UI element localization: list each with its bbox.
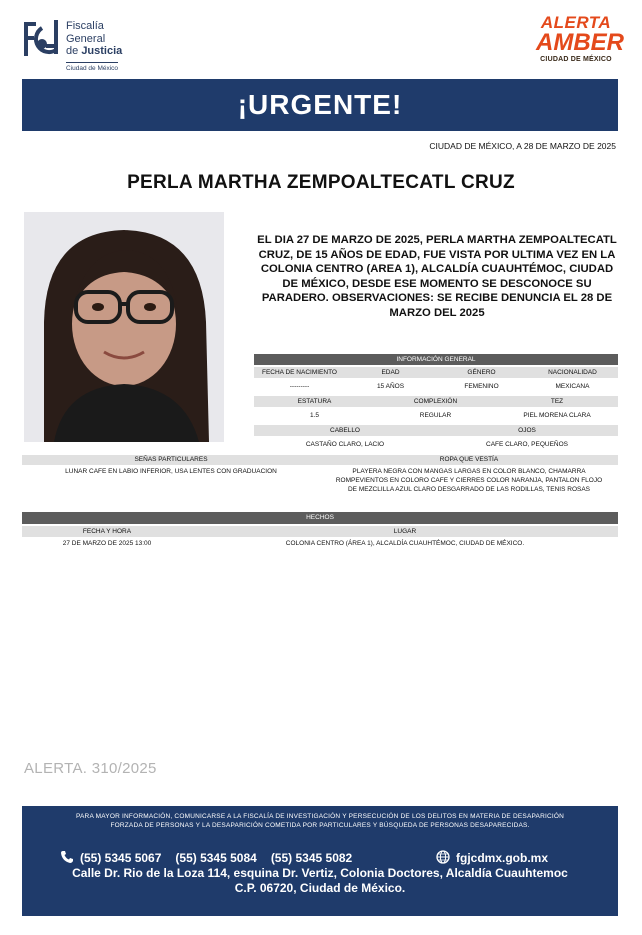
label-distinguishing-marks: SEÑAS PARTICULARES — [134, 456, 208, 463]
label-place: LUGAR — [393, 528, 417, 535]
value-place: COLONIA CENTRO (ÁREA 1), ALCALDÍA CUAUHTÉMOC, CIUDAD DE MÉXICO. — [285, 540, 525, 547]
phone-numbers — [60, 850, 366, 865]
info-labels-row-3 — [254, 425, 618, 436]
alerta-amber-logo — [536, 13, 624, 80]
fgj-logo-text — [66, 20, 176, 58]
value-eyes: CAFE CLARO, PEQUEÑOS — [486, 441, 568, 448]
logo-line-2: General — [66, 32, 106, 45]
label-eyes: OJOS — [518, 427, 536, 434]
phone-icon — [60, 850, 74, 864]
website — [436, 850, 548, 865]
address-line-1: Calle Dr. Rio de la Loza 114, esquina Dr. Vertiz, Colonia Doctores, Alcaldía Cuauhtemoc — [72, 866, 568, 880]
info-values-row-2 — [254, 410, 618, 422]
value-date-time: 27 DE MARZO DE 2025 13:00 — [62, 540, 152, 547]
label-build: COMPLEXIÓN — [413, 398, 458, 405]
footer-info-line-1: PARA MAYOR INFORMACIÓN, COMUNICARSE A LA FISCALÍA DE INVESTIGACIÓN Y PERSECUCIÓN DE LOS DELITOS EN MATERIA DE DESAPARICIÓN — [75, 813, 565, 820]
person-photo — [24, 212, 224, 442]
info-labels-row-1 — [254, 367, 618, 378]
address-line-2: C.P. 06720, Ciudad de México. — [234, 881, 406, 895]
amber-line-3: CIUDAD DE MÉXICO — [540, 56, 612, 63]
case-narrative: EL DIA 27 DE MARZO DE 2025, PERLA MARTHA ZEMPOALTECATL CRUZ, DE 15 AÑOS DE EDAD, FUE VISTA POR ULTIMA VEZ EN LA COLONIA CENTRO (AREA 1), ALCALDÍA CUAUHTÉMOC, CIUDAD DE MÉXICO, DESDE ESE MOMENTO SE DESCONOCE SU PARADERO. OBSERVACIONES: SE RECIBE DENUNCIA EL 28 DE MARZO DEL 2025 — [257, 234, 617, 319]
value-build: REGULAR — [419, 412, 452, 419]
label-clothing: ROPA QUE VESTÍA — [439, 456, 499, 463]
clothing-line-1: PLAYERA NEGRA CON MANGAS LARGAS EN COLOR BLANCO, CHAMARRA — [352, 468, 586, 475]
logo-line-3 — [66, 45, 176, 58]
value-clothing — [320, 467, 618, 494]
footer-info-line-2: FORZADA DE PERSONAS Y LA DESAPARICIÓN COMETIDA POR PARTICULARES Y BÚSQUEDA DE PERSONAS DESAPARECIDAS. — [110, 822, 530, 829]
logo-subtitle: Ciudad de México — [66, 62, 118, 72]
label-age: EDAD — [381, 369, 400, 376]
clothing-line-2: ROMPEVIENTOS EN COLORO CAFE Y CIERRES COLOR NARANJA, PANTALON FLOJO — [335, 477, 603, 484]
hechos-header: HECHOS — [22, 512, 618, 524]
label-hair: CABELLO — [330, 427, 360, 434]
alert-number: ALERTA. 310/2025 — [24, 760, 157, 777]
urgent-banner: ¡URGENTE! — [22, 79, 618, 131]
website-link[interactable]: fgjcdmx.gob.mx — [456, 851, 549, 865]
value-nationality: MEXICANA — [555, 383, 590, 390]
logo-line-1: Fiscalía — [66, 20, 104, 32]
amber-line-2: AMBER — [536, 29, 624, 56]
value-distinguishing-marks: LUNAR CAFE EN LABIO INFERIOR, USA LENTES CON GRADUACION — [65, 468, 277, 475]
contact-footer — [22, 806, 618, 916]
amber-line-1: ALERTA — [540, 13, 612, 32]
info-values-row-3 — [254, 439, 618, 451]
value-height: 1.5 — [309, 412, 320, 419]
hechos-labels-row — [22, 526, 618, 537]
value-hair: CASTAÑO CLARO, LACIO — [305, 441, 385, 448]
value-complexion: PIEL MORENA CLARA — [523, 412, 591, 419]
label-height: ESTATURA — [297, 398, 332, 405]
footer-info-text — [34, 812, 606, 830]
value-gender: FEMENINO — [464, 383, 499, 390]
fgj-emblem-icon — [22, 18, 62, 74]
info-general-header: INFORMACIÓN GENERAL — [254, 354, 618, 365]
senas-labels-row — [22, 455, 618, 465]
label-date-time: FECHA Y HORA — [82, 528, 132, 535]
phone-number-3[interactable]: (55) 5345 5082 — [270, 851, 353, 865]
phone-number-2[interactable]: (55) 5345 5084 — [175, 851, 257, 865]
person-name: PERLA MARTHA ZEMPOALTECATL CRUZ — [127, 172, 515, 193]
value-age: 15 AÑOS — [376, 383, 405, 390]
logo-line-3-bold: Justicia — [81, 45, 123, 57]
fgj-logo — [22, 18, 172, 76]
info-labels-row-2 — [254, 396, 618, 407]
label-complexion: TEZ — [550, 398, 564, 405]
info-values-row-1 — [254, 381, 618, 393]
footer-address — [22, 866, 618, 896]
label-birthdate: FECHA DE NACIMIENTO — [261, 369, 337, 376]
value-birthdate: --------- — [289, 383, 310, 390]
label-nationality: NACIONALIDAD — [548, 369, 597, 376]
label-gender: GÉNERO — [467, 369, 496, 376]
issue-date: CIUDAD DE MÉXICO, A 28 DE MARZO DE 2025 — [429, 141, 616, 151]
logo-line-3-prefix: de — [66, 45, 79, 57]
globe-icon — [436, 850, 450, 864]
portrait-illustration — [24, 212, 224, 442]
clothing-line-3: DE MEZCLILLA AZUL CLARO DESGARRADO DE LAS RODILLAS, TENIS ROSAS — [347, 486, 591, 493]
phone-number-1[interactable]: (55) 5345 5067 — [80, 851, 162, 865]
